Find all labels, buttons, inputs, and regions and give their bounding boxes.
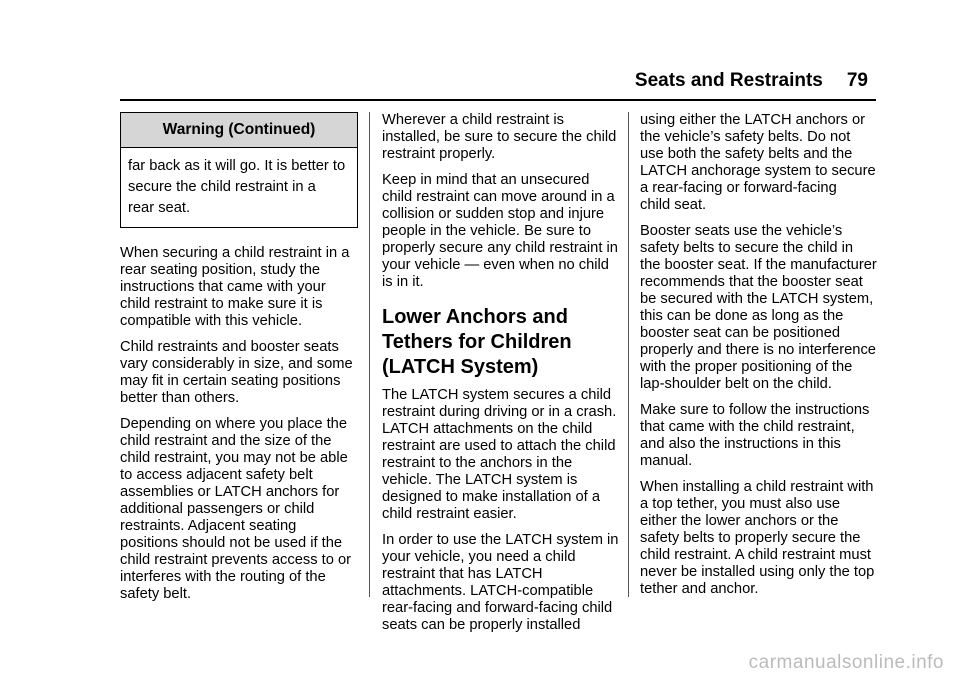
text-line: vary considerably in size, and some	[120, 356, 353, 372]
column-divider-1	[369, 112, 370, 597]
paragraph	[640, 479, 880, 598]
text-line: rear seating position, study the	[120, 262, 321, 278]
text-line: child restraint to make sure it is	[120, 296, 323, 312]
paragraph	[382, 532, 620, 634]
text-line: properly and there is no interference	[640, 342, 876, 358]
text-line: restraint during driving or in a crash.	[382, 404, 617, 420]
text-line: this can be done as long as the	[640, 308, 844, 324]
text-line: safety belt.	[120, 586, 192, 602]
text-line: restraint that has LATCH	[382, 566, 543, 582]
paragraph	[120, 416, 358, 603]
text-line: tether and anchor.	[640, 581, 759, 597]
text-line: In order to use the LATCH system in	[382, 532, 619, 548]
text-line: people in the vehicle. Be sure to	[382, 223, 592, 239]
text-line: be secured with the LATCH system,	[640, 291, 874, 307]
text-line: lap-shoulder belt on the child.	[640, 376, 832, 392]
paragraph	[120, 245, 358, 330]
paragraph	[382, 387, 620, 523]
text-line: either the lower anchors or the	[640, 513, 839, 529]
text-line: child restraint and the size of the	[120, 433, 332, 449]
text-line: rear-facing and forward-facing child	[382, 600, 613, 616]
warning-title: Warning (Continued)	[121, 113, 357, 148]
text-line: and also the instructions in this	[640, 436, 841, 452]
text-line: child seat.	[640, 197, 707, 213]
text-line: Booster seats use the vehicle’s	[640, 223, 843, 239]
text-line: assemblies or LATCH anchors for	[120, 484, 340, 500]
text-line: Wherever a child restraint is	[382, 112, 565, 128]
text-line: may fit in certain seating positions	[120, 373, 341, 389]
text-line: a rear-facing or forward-facing	[640, 180, 837, 196]
paragraph	[382, 112, 620, 163]
text-line: is in it.	[382, 274, 424, 290]
text-line: Keep in mind that an unsecured	[382, 172, 590, 188]
text-line: recommends that the booster seat	[640, 274, 863, 290]
column-3	[640, 112, 880, 607]
text-line: Child restraints and booster seats	[120, 339, 339, 355]
paragraph	[640, 112, 880, 214]
heading-line: Tethers for Children	[382, 331, 572, 353]
text-line: When securing a child restraint in a	[120, 245, 350, 261]
header-rule	[120, 99, 876, 101]
text-line: instructions that came with your	[120, 279, 326, 295]
text-line: compatible with this vehicle.	[120, 313, 303, 329]
text-line: child restraint easier.	[382, 506, 517, 522]
section-heading	[382, 305, 620, 380]
text-line: LATCH attachments on the child	[382, 421, 593, 437]
text-line: child restraint. A child restraint must	[640, 547, 872, 563]
page-number: 79	[846, 70, 868, 91]
text-line: safety belts to properly secure the	[640, 530, 861, 546]
text-line: vehicle. The LATCH system is	[382, 472, 578, 488]
text-line: seats can be properly installed	[382, 617, 581, 633]
text-line: booster seat can be positioned	[640, 325, 841, 341]
column-2	[382, 112, 620, 643]
text-line: collision or sudden stop and injure	[382, 206, 605, 222]
text-line: a top tether, you must also use	[640, 496, 841, 512]
warning-line: far back as it will go. It is better to	[128, 158, 346, 174]
text-line: Depending on where you place the	[120, 416, 348, 432]
text-line: your vehicle — even when no child	[382, 257, 609, 273]
text-line: the vehicle’s safety belts. Do not	[640, 129, 851, 145]
text-line: to access adjacent safety belt	[120, 467, 313, 483]
text-line: restraint properly.	[382, 146, 496, 162]
column-divider-2	[628, 112, 629, 597]
warning-box	[120, 112, 358, 228]
text-line: Make sure to follow the instructions	[640, 402, 870, 418]
text-line: child restraint prevents access to or	[120, 552, 352, 568]
text-line: designed to make installation of a	[382, 489, 601, 505]
paragraph	[640, 402, 880, 470]
warning-body	[121, 148, 357, 227]
text-line: installed, be sure to secure the child	[382, 129, 617, 145]
column-1-body	[120, 245, 358, 603]
column-2-body	[382, 387, 620, 634]
text-line: using either the LATCH anchors or	[640, 112, 866, 128]
page-header	[635, 70, 868, 92]
watermark: carmanualsonline.info	[748, 652, 944, 673]
text-line: restraint are used to attach the child	[382, 438, 616, 454]
text-line: safety belts to secure the child in	[640, 240, 854, 256]
text-line: use both the safety belts and the	[640, 146, 853, 162]
heading-line: (LATCH System)	[382, 356, 539, 378]
text-line: restraints. Adjacent seating	[120, 518, 297, 534]
paragraph	[640, 223, 880, 393]
text-line: that came with the child restraint,	[640, 419, 855, 435]
warning-line: secure the child restraint in a	[128, 179, 316, 195]
paragraph	[382, 172, 620, 291]
text-line: attachments. LATCH-compatible	[382, 583, 594, 599]
column-3-body	[640, 112, 880, 598]
section-title: Seats and Restraints	[634, 70, 823, 91]
text-line: your vehicle, you need a child	[382, 549, 576, 565]
text-line: properly secure any child restraint in	[382, 240, 618, 256]
text-line: LATCH anchorage system to secure	[640, 163, 876, 179]
column-2-intro	[382, 112, 620, 291]
text-line: The LATCH system secures a child	[382, 387, 612, 403]
heading-line: Lower Anchors and	[382, 306, 568, 328]
text-line: child restraint can move around in a	[382, 189, 615, 205]
text-line: with the proper positioning of the	[640, 359, 853, 375]
warning-line: rear seat.	[128, 200, 191, 216]
text-line: additional passengers or child	[120, 501, 315, 517]
text-line: the booster seat. If the manufacturer	[640, 257, 877, 273]
text-line: better than others.	[120, 390, 240, 406]
column-1	[120, 112, 358, 612]
text-line: child restraint, you may not be able	[120, 450, 348, 466]
text-line: restraint to the anchors in the	[382, 455, 573, 471]
text-line: When installing a child restraint with	[640, 479, 874, 495]
text-line: never be installed using only the top	[640, 564, 875, 580]
paragraph	[120, 339, 358, 407]
text-line: interferes with the routing of the	[120, 569, 326, 585]
text-line: positions should not be used if the	[120, 535, 343, 551]
text-line: manual.	[640, 453, 693, 469]
